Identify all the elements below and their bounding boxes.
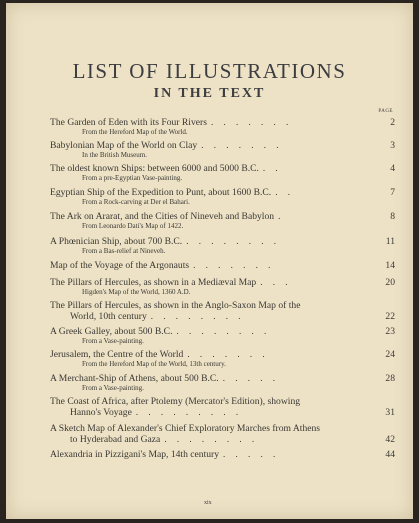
dot-leader: . . .	[260, 277, 292, 287]
list-item	[50, 236, 395, 256]
list-item	[50, 277, 395, 297]
entry-page-number: 3	[390, 140, 395, 151]
entry-title: The Pillars of Hercules, as shown in a Mediæval Map	[50, 277, 257, 288]
dot-leader: . . . . . . . . .	[135, 407, 243, 417]
entry-page-number: 7	[390, 187, 395, 198]
entry-caption: Higden's Map of the World, 1360 A.D.	[82, 288, 191, 296]
entry-title: A Sketch Map of Alexander's Chief Exploratory Marches from Athens	[50, 423, 321, 434]
list-item	[50, 449, 395, 460]
entry-title: A Greek Galley, about 500 B.C.	[50, 326, 173, 337]
dot-leader: . . . . . . .	[187, 349, 269, 359]
entry-page-number: 4	[390, 163, 395, 174]
entry-title: Egyptian Ship of the Expedition to Punt, about 1600 B.C.	[50, 187, 272, 198]
entry-page-number: 42	[385, 434, 395, 445]
dot-leader: . .	[262, 163, 282, 173]
entry-page-number: 23	[385, 326, 395, 337]
list-item	[50, 163, 395, 183]
entry-page-number: 31	[385, 407, 395, 418]
dot-leader: . . . . .	[223, 449, 280, 459]
entry-page-number: 14	[385, 260, 395, 271]
list-item	[50, 117, 395, 137]
entry-title: Map of the Voyage of the Argonauts	[50, 260, 190, 271]
list-item	[50, 140, 395, 160]
entry-title: Babylonian Map of the World on Clay	[50, 140, 198, 151]
entry-caption: From a Bas-relief at Nineveh.	[82, 247, 166, 255]
entry-page-number: 22	[385, 311, 395, 322]
entry-caption: From Leonardo Dati's Map of 1422.	[82, 222, 184, 230]
entry-caption: From the Hereford Map of the World.	[82, 128, 188, 136]
page-subtitle: IN THE TEXT	[153, 86, 266, 101]
list-item	[50, 423, 395, 445]
entry-title: The Garden of Eden with its Four Rivers	[50, 117, 207, 128]
list-item	[50, 396, 395, 418]
page-column-label: PAGE	[378, 109, 393, 114]
list-item	[50, 300, 395, 322]
entry-caption: From a pre-Egyptian Vase-painting.	[82, 174, 183, 182]
list-item	[50, 326, 395, 346]
entry-title: The oldest known Ships: between 6000 and 5000 B.C.	[50, 163, 259, 174]
entry-title: The Ark on Ararat, and the Cities of Nineveh and Babylon	[50, 211, 275, 222]
dot-leader: . . . . .	[222, 373, 279, 383]
entry-page-number: 28	[385, 373, 395, 384]
list-item	[50, 211, 395, 231]
list-item	[50, 349, 395, 369]
entry-caption: From the Hereford Map of the World, 13th century.	[82, 360, 226, 368]
dot-leader: . . . . . . . .	[176, 326, 271, 336]
entry-page-number: 2	[390, 117, 395, 128]
entry-page-number: 8	[390, 211, 395, 222]
entry-page-number: 20	[385, 277, 395, 288]
entry-page-number: 24	[385, 349, 395, 360]
entry-title: A Phœnician Ship, about 700 B.C.	[50, 236, 183, 247]
entry-title: A Merchant-Ship of Athens, about 500 B.C.	[50, 373, 219, 384]
dot-leader: . . . . . . .	[193, 260, 275, 270]
dot-leader: . . . . . . . .	[186, 236, 280, 246]
dot-leader: . . . . . . . .	[164, 434, 259, 444]
list-item	[50, 260, 395, 271]
entry-caption: From a Rock-carving at Der el Bahari.	[82, 198, 190, 206]
entry-page-number: 11	[385, 236, 395, 247]
page-title: LIST OF ILLUSTRATIONS	[72, 59, 347, 83]
dot-leader: . . . . . . .	[201, 140, 283, 150]
dot-leader: .	[278, 211, 285, 221]
entry-title: Alexandria in Pizzigani's Map, 14th century	[50, 449, 220, 460]
list-item	[50, 187, 395, 207]
dot-leader: . . . . . . .	[210, 117, 293, 127]
dot-leader: . .	[275, 187, 294, 197]
entry-title-continued: World, 10th century	[70, 311, 147, 322]
entry-title: Jerusalem, the Centre of the World	[50, 349, 184, 360]
entry-title-continued: Hanno's Voyage	[70, 407, 132, 418]
entry-page-number: 44	[385, 449, 395, 460]
entry-caption: From a Vase-painting.	[82, 337, 144, 345]
dot-leader: . . . . . . . .	[150, 311, 245, 321]
entry-title: The Pillars of Hercules, as shown in the Anglo-Saxon Map of the	[50, 300, 301, 311]
entry-caption: In the British Museum.	[82, 151, 147, 159]
list-item	[50, 373, 395, 393]
page-folio: xix	[204, 500, 212, 506]
entry-title-continued: to Hyderabad and Gaza	[70, 434, 161, 445]
entry-title: The Coast of Africa, after Ptolemy (Mercator's Edition), showing	[50, 396, 301, 407]
book-page	[6, 3, 413, 519]
entry-caption: From a Vase-painting.	[82, 384, 144, 392]
